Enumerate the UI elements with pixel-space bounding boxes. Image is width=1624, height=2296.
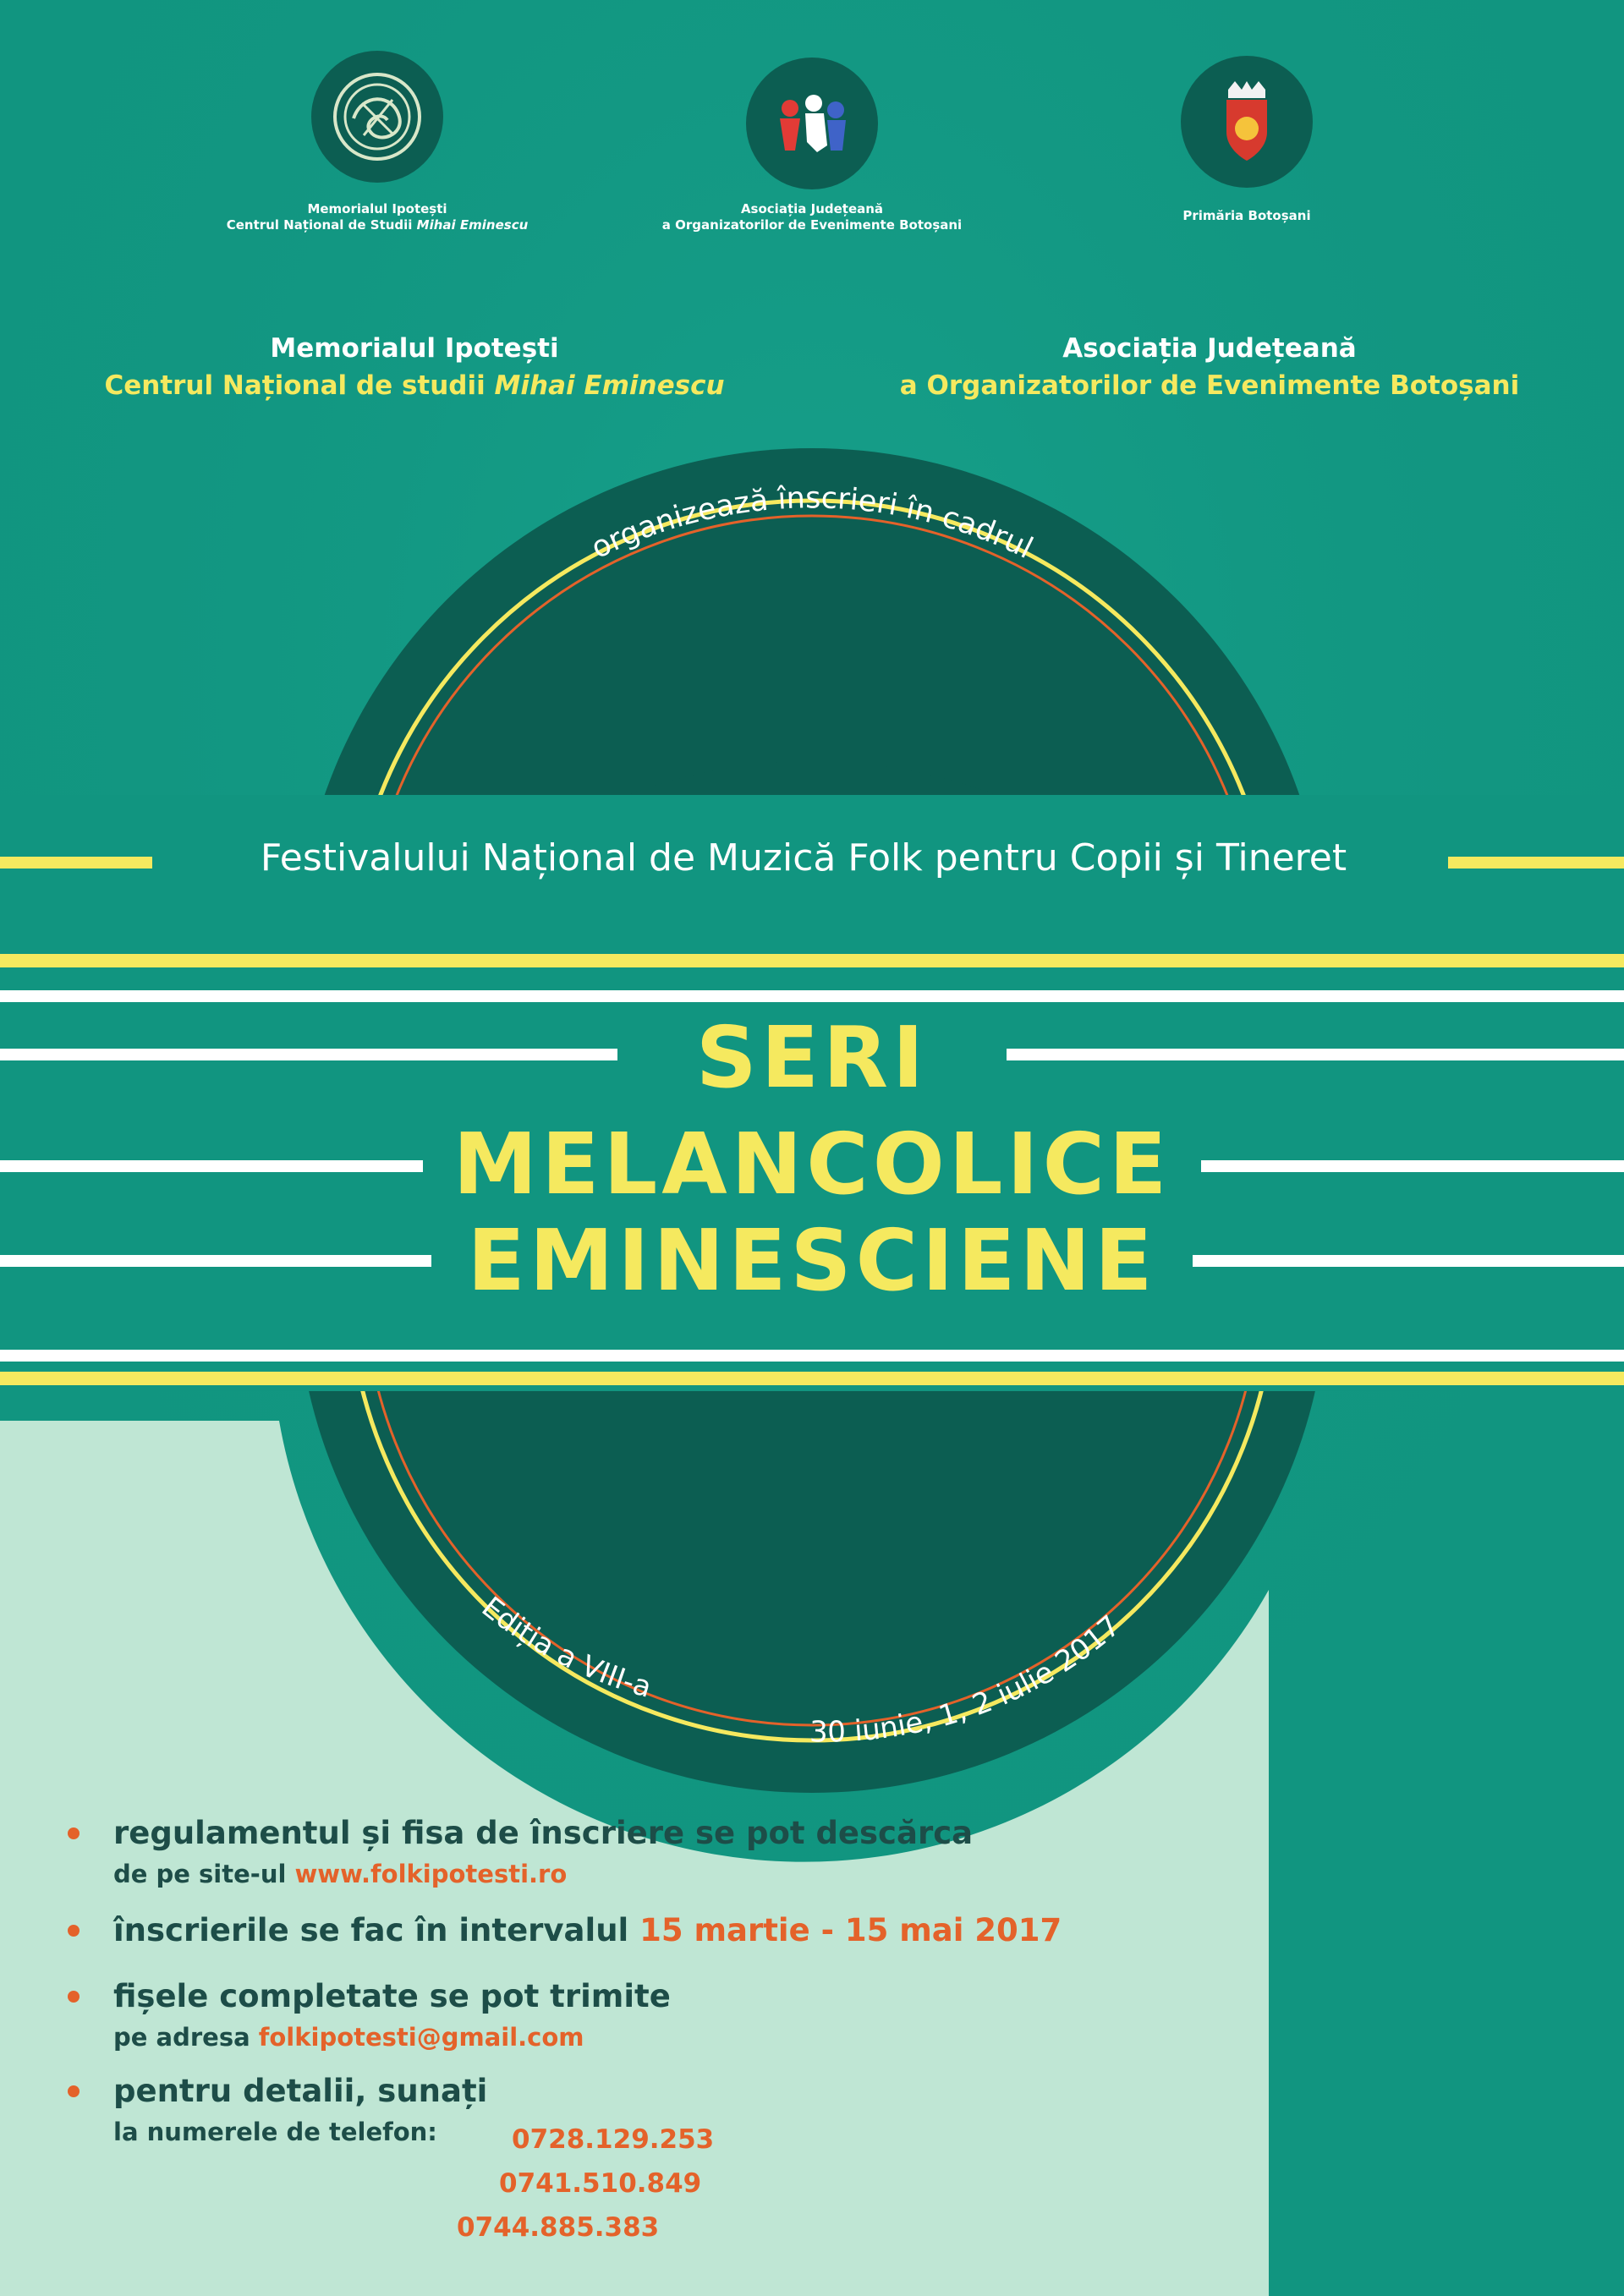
phone-number-1[interactable]: 0728.129.253	[512, 2124, 715, 2155]
logo-caption-italic: Mihai Eminescu	[416, 217, 529, 233]
phone-number-2[interactable]: 0741.510.849	[499, 2168, 702, 2199]
bullet-dot	[68, 1991, 80, 2003]
logo-caption-line: Asociația Județeană	[740, 201, 884, 216]
bullet-main-label: înscrierile se fac în intervalul	[113, 1912, 640, 1948]
bullet-dot	[68, 2085, 80, 2097]
arc-top-text: organizează înscrieri în cadrul	[586, 481, 1039, 567]
bullet-main-text	[113, 1911, 1062, 1950]
band-line-white-2	[0, 1350, 1624, 1362]
organizer-right-subtitle: a Organizatorilor de Evenimente Botoșani	[899, 370, 1520, 401]
email-link[interactable]: folkipotesti@gmail.com	[258, 2023, 584, 2052]
bullet-sub-label: pe adresa	[113, 2023, 259, 2052]
festival-bar-right	[1448, 857, 1624, 869]
title-line-3: EMINESCIENE	[467, 1211, 1157, 1310]
band-line-yellow-bottom	[0, 1372, 1624, 1385]
logo-caption-line: a Organizatorilor de Evenimente Botoșani	[661, 217, 963, 233]
logo-caption-line: Primăria Botoșani	[1182, 208, 1311, 223]
bullet-item-2	[68, 1911, 1167, 1954]
website-link[interactable]: www.folkipotesti.ro	[294, 1860, 568, 1888]
organizer-left-subtitle-italic: Mihai Eminescu	[494, 370, 725, 401]
festival-line: Festivalului Național de Muzică Folk pentru Copii și Tineret	[260, 836, 1347, 879]
organizer-left-subtitle-text: Centrul Național de studii	[104, 370, 495, 401]
edition-text: Ediția a VIII-a	[475, 1590, 656, 1705]
organizer-left-name: Memorialul Ipotești	[270, 333, 559, 364]
band-line-white-1	[0, 990, 1624, 1002]
bullet-sub-label: de pe site-ul	[113, 1860, 295, 1888]
bullet-dot	[68, 1827, 80, 1839]
logo-caption-line: Memorialul Ipotești	[307, 201, 447, 216]
logo-caption-text: Centrul Național de Studii	[226, 217, 417, 233]
bullet-item-3	[68, 1977, 1167, 2062]
bullet-sub-text	[113, 2021, 584, 2053]
bullet-item-1	[68, 1814, 1167, 1899]
bullet-dot	[68, 1925, 80, 1937]
bullet-sub-text: la numerele de telefon:	[113, 2118, 437, 2146]
bullet-main-text: regulamentul și fisa de înscriere se pot descărca	[113, 1815, 974, 1851]
organizer-right-name: Asociația Județeană	[1062, 333, 1357, 364]
title-line-1: SERI	[695, 1008, 929, 1107]
band-line-yellow-top	[0, 954, 1624, 967]
dates-text: 30 iunie, 1, 2 iulie 2017	[809, 1608, 1127, 1750]
bullet-main-text: pentru detalii, sunați	[113, 2073, 488, 2109]
phone-number-3[interactable]: 0744.885.383	[457, 2212, 660, 2243]
festival-bar-left	[0, 857, 152, 869]
bullet-main-text: fișele completate se pot trimite	[113, 1978, 671, 2014]
title-line-2: MELANCOLICE	[453, 1115, 1171, 1214]
bullet-sub-text	[113, 1858, 567, 1890]
registration-interval: 15 martie - 15 mai 2017	[639, 1912, 1062, 1948]
